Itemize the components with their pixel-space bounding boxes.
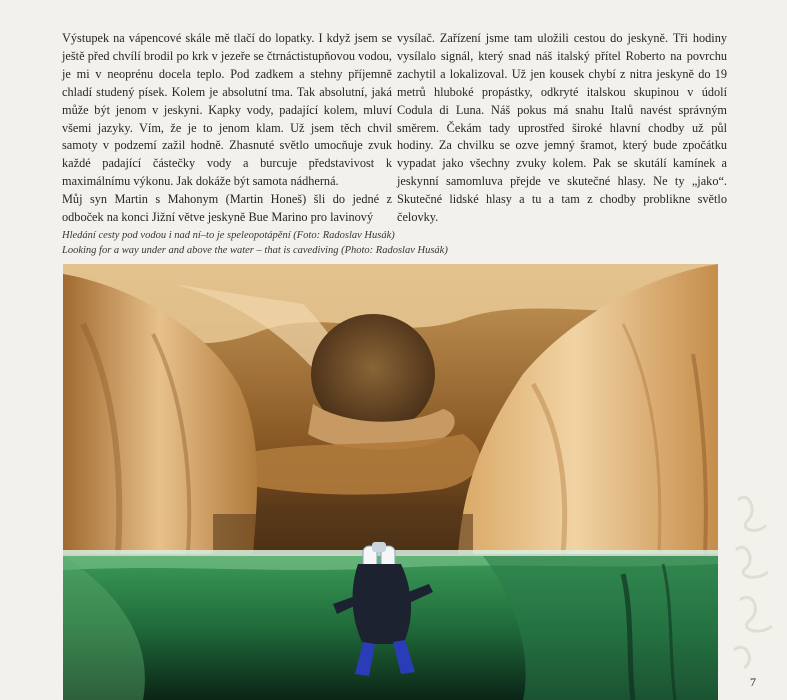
text-column-right (397, 30, 727, 227)
cave-dive-illustration (63, 264, 718, 700)
paragraph: Můj syn Martin s Mahonym (Martin Honeš) šli do jedné z odboček na konci Jižní větve jeskyně Bue Marino pro lavinový (62, 192, 392, 225)
text-column-left (62, 30, 392, 227)
caption-czech: Hledání cesty pod vodou i nad ní–to je speleopotápění (Foto: Radoslav Husák) (62, 230, 395, 241)
photo-caption (62, 228, 722, 258)
paragraph: vysílač. Zařízení jsme tam uložili cestou do jeskyně. Tři hodiny vysílalo signál, který snad náš italský přítel Roberto na povrchu zachytil a lokalizoval. Už jen kousek chybí z nitra jeskyně do 19 metrů hluboké propástky, odkryté italskou skupinou v údolí Codula di Luna. Náš pokus má snahu Italů navést správným směrem. Čekám tady uprostřed široké hlavní chodby už půl hodiny. Za chvilku se ozve jemný šramot, který bude zpočátku vypadat jako všechny zvuky kolem. Pak se skutálí kamínek a jeskynní samomluva přejde ve skutečné hlasy. Ne ty „jako“. Skutečné lidské hlasy a tu a tam z chodby problikne světlo čelovky. (397, 31, 727, 225)
decorative-ornament (728, 490, 784, 670)
cave-dive-photo (63, 264, 718, 700)
caption-english: Looking for a way under and above the water – that is cavediving (Photo: Radoslav Husák) (62, 245, 448, 256)
paragraph: Výstupek na vápencové skále mě tlačí do lopatky. I když jsem se ještě před chvílí brodil po krk v jezeře se čtrnáctistupňovou vodou, je mi v neoprénu docela teplo. Pod zadkem a stehny příjemně chladí studený písek. Kolem je absolutní tma. Tak absolutní, jaká může být jenom v jeskyni. Kapky vody, padající kolem, mluví všemi jazyky. Vím, že je to jenom klam. Už jsem těch chvil samoty v podzemí zažil hodně. Zhasnuté světlo umocňuje zvuk každé padající částečky vody a burcuje představivost k maximálnímu výkonu. Jak dokáže být samota nádherná. (62, 31, 392, 189)
page-number: 7 (750, 675, 756, 689)
